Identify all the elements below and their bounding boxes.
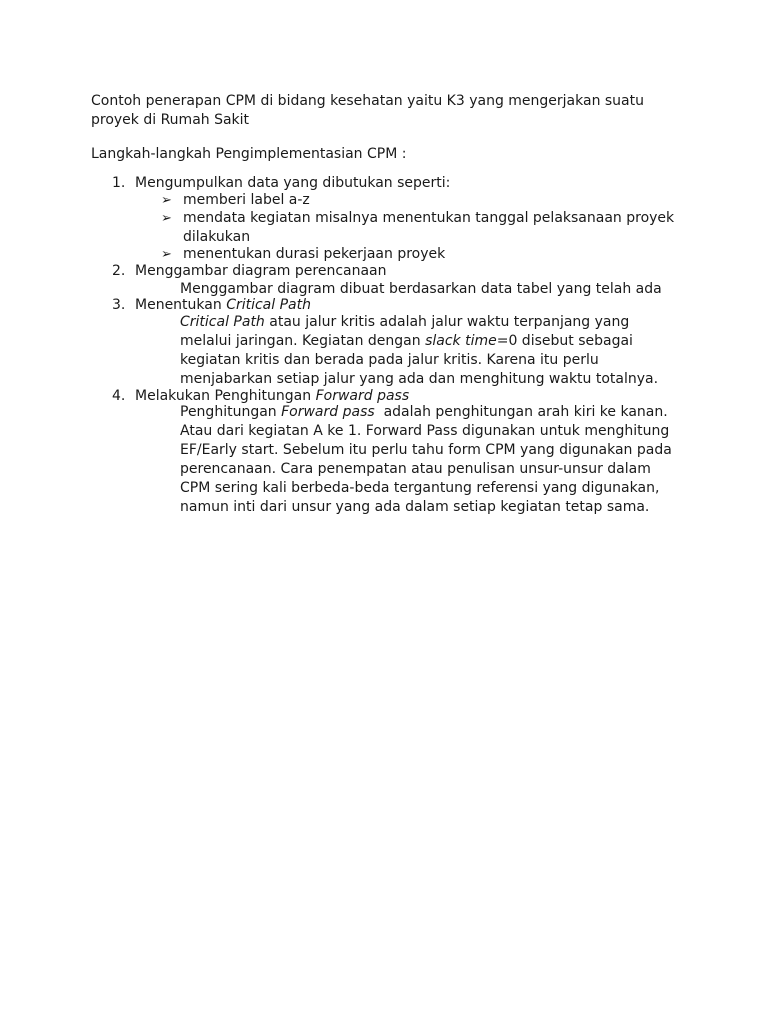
step-3-title-plain: Menentukan <box>135 297 227 313</box>
step-2-body: Menggambar diagram dibuat berdasarkan data tabel yang telah ada <box>180 281 662 297</box>
step-4-number: 4. <box>112 388 126 404</box>
step-1-number: 1. <box>112 175 126 191</box>
step-1-bullet-2: mendata kegiatan misalnya menentukan tanggal pelaksanaan proyek <box>183 210 675 226</box>
step-4-title-italic: Forward pass <box>315 388 410 404</box>
step-3-body-line-2 <box>180 332 633 351</box>
step-3-body-l2-pre: melalui jaringan. Kegiatan dengan <box>180 333 426 349</box>
steps-heading: Langkah-langkah Pengimplementasian CPM : <box>91 146 407 162</box>
intro-paragraph: Contoh penerapan CPM di bidang kesehatan yaitu K3 yang mengerjakan suatu proyek di Rumah Sakit <box>91 93 644 128</box>
step-4-title-plain: Melakukan Penghitungan <box>135 388 316 404</box>
step-2-number: 2. <box>112 263 126 279</box>
step-3-body-line-4: menjabarkan setiap jalur yang ada dan menghitung waktu totalnya. <box>180 371 659 387</box>
step-3-body-l2-post: =0 disebut sebagai <box>496 333 633 349</box>
step-3-body-term: Critical Path <box>180 314 265 330</box>
step-1-bullet-3: menentukan durasi pekerjaan proyek <box>183 246 446 262</box>
bullet-arrow-icon: ➢ <box>161 193 172 208</box>
step-4-body-line-5: CPM sering kali berbeda-beda tergantung referensi yang digunakan, <box>180 480 660 496</box>
step-1-title: Mengumpulkan data yang dibutukan seperti: <box>135 175 451 191</box>
step-4-body-line-2: Atau dari kegiatan A ke 1. Forward Pass digunakan untuk menghitung <box>180 423 670 439</box>
step-3-body-l1-rest: atau jalur kritis adalah jalur waktu terpanjang yang <box>264 314 630 330</box>
step-3-body-slack-time: slack time <box>425 333 497 349</box>
bullet-arrow-icon: ➢ <box>161 247 172 262</box>
step-4-body-l1-pre: Penghitungan <box>180 404 282 420</box>
step-3-body-line-1 <box>180 313 629 332</box>
step-3-body-line-3: kegiatan kritis dan berada pada jalur kritis. Karena itu perlu <box>180 352 599 368</box>
step-2-title: Menggambar diagram perencanaan <box>135 263 387 279</box>
step-1-bullet-2-continued: dilakukan <box>183 229 251 245</box>
step-4-body-line-6: namun inti dari unsur yang ada dalam setiap kegiatan tetap sama. <box>180 499 650 515</box>
step-4-body-term: Forward pass <box>281 404 375 420</box>
step-3-title-italic: Critical Path <box>226 297 311 313</box>
step-4-body-line-1 <box>180 403 668 422</box>
bullet-arrow-icon: ➢ <box>161 211 172 226</box>
step-4-body-l1-post: adalah penghitungan arah kiri ke kanan. <box>374 404 668 420</box>
step-4-body-line-4: perencanaan. Cara penempatan atau penulisan unsur-unsur dalam <box>180 461 651 477</box>
step-4-body-line-3: EF/Early start. Sebelum itu perlu tahu form CPM yang digunakan pada <box>180 442 672 458</box>
step-1-bullet-1: memberi label a-z <box>183 192 310 208</box>
step-3-number: 3. <box>112 297 126 313</box>
